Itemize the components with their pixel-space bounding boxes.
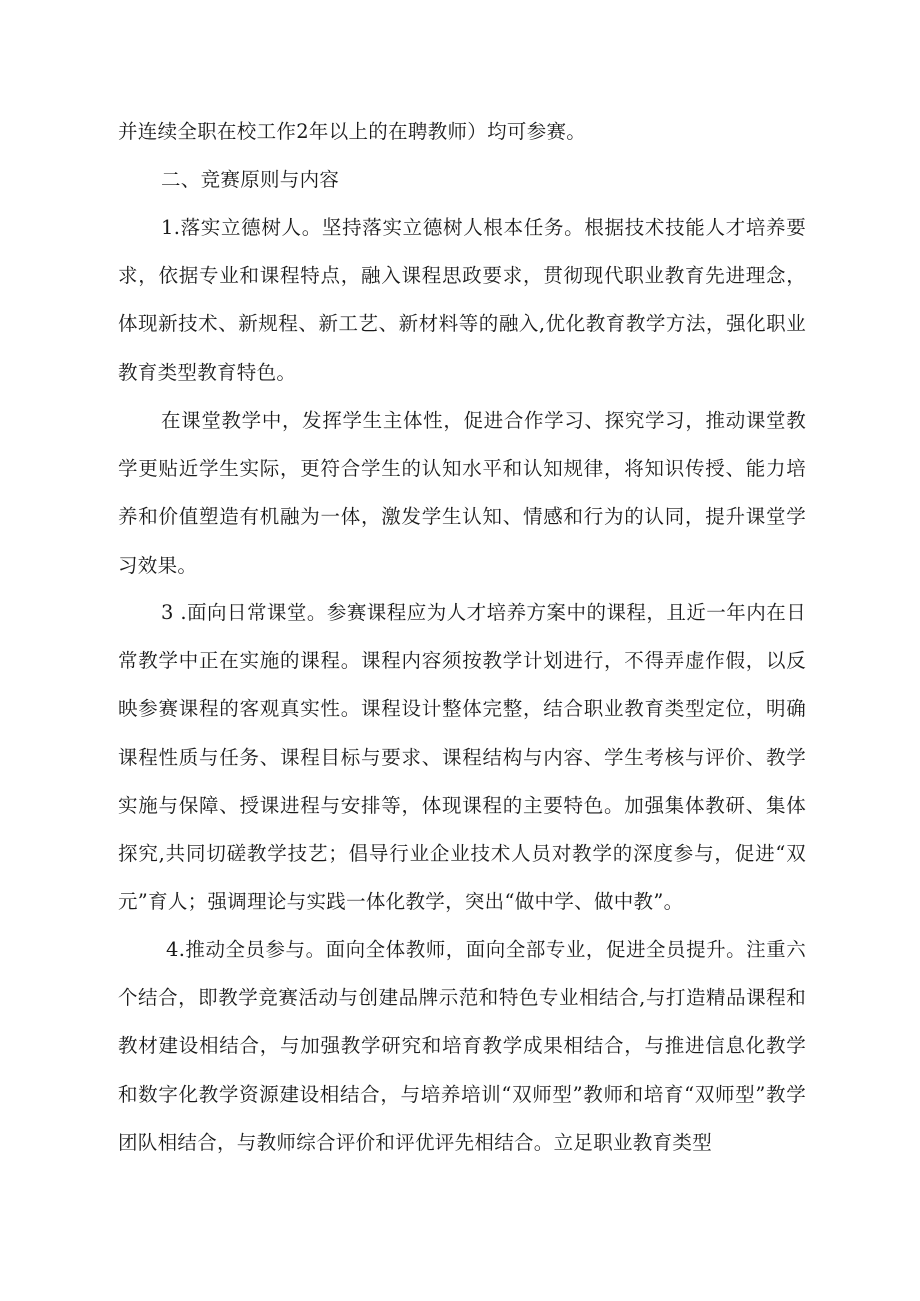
paragraph-principle-1: 1.落实立德树人。坚持落实立德树人根本任务。根据技术技能人才培养要求，依据专业和课程特点，融入课程思政要求，贯彻现代职业教育先进理念，体现新技术、新规程、新工艺、新材料等的融入,优化教育教学方法，强化职业教育类型教育特色。	[118, 216, 806, 384]
paragraph-principle-4: 4.推动全员参与。面向全体教师，面向全部专业，促进全员提升。注重六个结合，即教学竞赛活动与创建品牌示范和特色专业相结合,与打造精品课程和教材建设相结合，与加强教学研究和培育教学成果相结合，与推进信息化教学和数字化教学资源建设相结合，与培养培训“双师型”教师和培育“双师型”教学团队相结合，与教师综合评价和评优评先相结合。立足职业教育类型	[118, 938, 806, 1154]
paragraph-principle-3: 3 .面向日常课堂。参赛课程应为人才培养方案中的课程，且近一年内在日常教学中正在实施的课程。课程内容须按教学计划进行，不得弄虚作假，以反映参赛课程的客观真实性。课程设计整体完整，结合职业教育类型定位，明确课程性质与任务、课程目标与要求、课程结构与内容、学生考核与评价、教学实施与保障、授课进程与安排等，体现课程的主要特色。加强集体教研、集体探究,共同切磋教学技艺；倡导行业企业技术人员对教学的深度参与，促进“双元”育人；强调理论与实践一体化教学，突出“做中学、做中教”。	[118, 601, 806, 914]
paragraph-classroom-teaching: 在课堂教学中，发挥学生主体性，促进合作学习、探究学习，推动课堂教学更贴近学生实际，更符合学生的认知水平和认知规律，将知识传授、能力培养和价值塑造有机融为一体，激发学生认知、情感和行为的认同，提升课堂学习效果。	[118, 409, 806, 577]
section-heading-principles: 二、竞赛原则与内容	[161, 168, 340, 191]
paragraph-eligibility-continuation: 并连续全职在校工作2年以上的在聘教师）均可参赛。	[118, 120, 587, 143]
